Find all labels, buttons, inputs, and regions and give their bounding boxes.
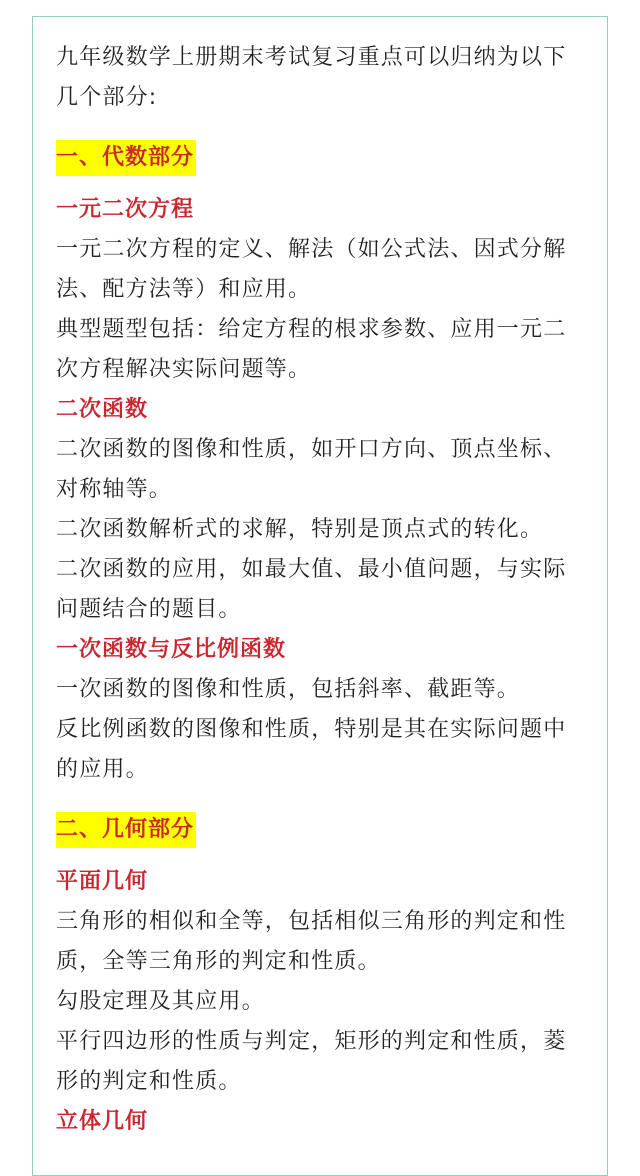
topic-heading-quadratic-function: 二次函数 (56, 397, 149, 422)
topic-line: 三角形的相似和全等，包括相似三角形的判定和性质，全等三角形的判定和性质。 (56, 909, 567, 974)
section-heading-geometry: 二、几何部分 (56, 812, 196, 848)
section-heading-wrap (56, 140, 586, 176)
topic-line: 二次函数的图像和性质，如开口方向、顶点坐标、对称轴等。 (56, 437, 567, 502)
topic-line: 反比例函数的图像和性质，特别是其在实际问题中的应用。 (56, 717, 567, 782)
topic-heading-plane-geometry: 平面几何 (56, 869, 149, 894)
topic-line: 一次函数的图像和性质，包括斜率、截距等。 (56, 677, 521, 702)
topic-line: 二次函数解析式的求解，特别是顶点式的转化。 (56, 517, 544, 542)
topic-line: 平行四边形的性质与判定，矩形的判定和性质，菱形的判定和性质。 (56, 1029, 567, 1094)
section-heading-algebra: 一、代数部分 (56, 140, 196, 176)
article-body (56, 38, 586, 1142)
topic-line: 一元二次方程的定义、解法（如公式法、因式分解法、配方法等）和应用。 (56, 237, 567, 302)
topic-line: 二次函数的应用，如最大值、最小值问题，与实际问题结合的题目。 (56, 557, 567, 622)
topic-heading-solid-geometry: 立体几何 (56, 1109, 149, 1134)
topic-line: 勾股定理及其应用。 (56, 989, 265, 1014)
topic-line: 典型题型包括：给定方程的根求参数、应用一元二次方程解决实际问题等。 (56, 317, 567, 382)
section-heading-wrap (56, 812, 586, 848)
section-spacer (56, 790, 586, 812)
topic-heading-quadratic-equation: 一元二次方程 (56, 197, 195, 222)
topic-heading-linear-inverse-function: 一次函数与反比例函数 (56, 637, 287, 662)
intro-paragraph: 九年级数学上册期末考试复习重点可以归纳为以下几个部分: (56, 45, 567, 110)
